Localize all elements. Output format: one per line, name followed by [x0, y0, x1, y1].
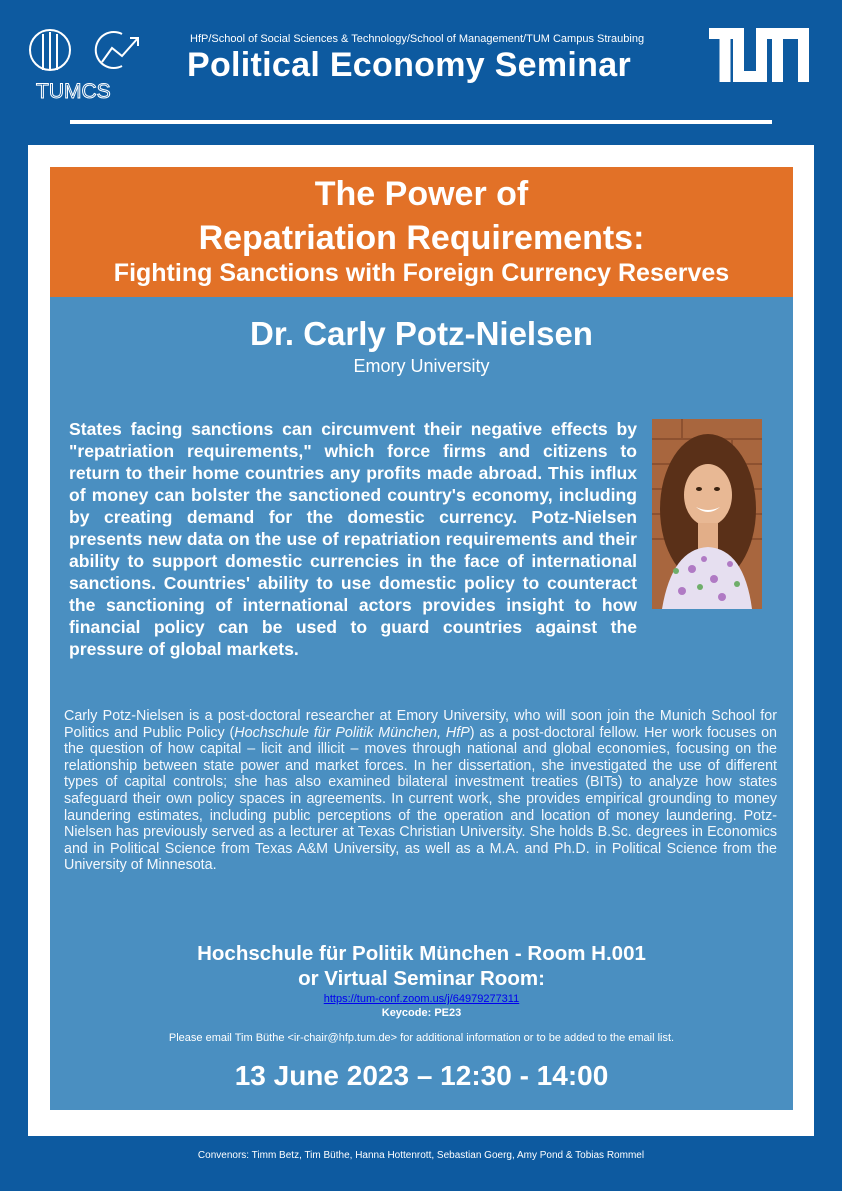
- convenors-line: Convenors: Timm Betz, Tim Büthe, Hanna Hottenrott, Sebastian Goerg, Amy Pond & Tobias Rommel: [197, 1150, 645, 1161]
- event-date-time: 13 June 2023 – 12:30 - 14:00: [234, 1060, 609, 1091]
- venue-virtual: or Virtual Seminar Room:: [298, 967, 545, 990]
- speaker-institution: Emory University: [353, 356, 490, 376]
- speaker-photo: [652, 419, 762, 609]
- zoom-keycode: Keycode: PE23: [381, 1007, 462, 1019]
- abstract-text: States facing sanctions can circumvent their negative effects by "repatriation requirements," which force firms and citizens to return to their home countries any profits made abroad. This influx of money can bolster the sanctioned country's economy, including by creating demand for the domestic currency. Potz-Nielsen presents new data on the use of repatriation requirements and their ability to support domestic currencies in the face of international sanctions. Countries' ability to use domestic policy to counteract the sanctioning of international actors provides insight to how financial policy can be used to guard countries against the pressure of global markets.: [69, 419, 637, 659]
- talk-subtitle: Fighting Sanctions with Foreign Currency Reserves: [113, 259, 730, 287]
- seminar-title: Political Economy Seminar: [187, 46, 631, 84]
- speaker-name: Dr. Carly Potz-Nielsen: [250, 315, 593, 352]
- email-note: Please email Tim Büthe <ir-chair@hfp.tum.de> for additional information or to be added to the email list.: [168, 1032, 675, 1044]
- speaker-bio: Carly Potz-Nielsen is a post-doctoral researcher at Emory University, who will soon join the Munich School for Politics and Public Policy (Hochschule für Politik München, HfP) as a post-doctoral fellow. Her work focuses on the question of how capital – licit and illicit – moves through national and global economies, focusing on the relationship between state power and market forces. In her dissertation, she investigated the use of different types of capital controls; she has also examined bilateral investment treaties (BITs) to analyze how states safeguard their own policy spaces in agreements. In current work, she provides empirical grounding to money laundering estimates, including public perceptions of the operation and location of money laundering. Potz-Nielsen has previously served as a lecturer at Texas Christian University. She holds B.Sc. degrees in Economics and in Political Science from Texas A&M University, as well as a M.A. and Ph.D. in Political Science from the University of Minnesota.: [64, 708, 777, 874]
- svg-text:TUMCS: TUMCS: [36, 80, 111, 103]
- zoom-link[interactable]: https://tum-conf.zoom.us/j/64979277311: [323, 993, 520, 1005]
- affiliation-line: HfP/School of Social Sciences & Technology/School of Management/TUM Campus Straubing: [190, 33, 645, 45]
- talk-title-line2: Repatriation Requirements:: [198, 219, 645, 257]
- venue-room: Hochschule für Politik München - Room H.001: [197, 942, 646, 965]
- talk-title-box: [50, 167, 793, 297]
- tum-logo: [709, 28, 809, 82]
- talk-details-box: [50, 297, 793, 1110]
- talk-title-line1: The Power of: [314, 175, 529, 213]
- tumcs-logo: [26, 26, 146, 104]
- header-divider: [70, 120, 772, 124]
